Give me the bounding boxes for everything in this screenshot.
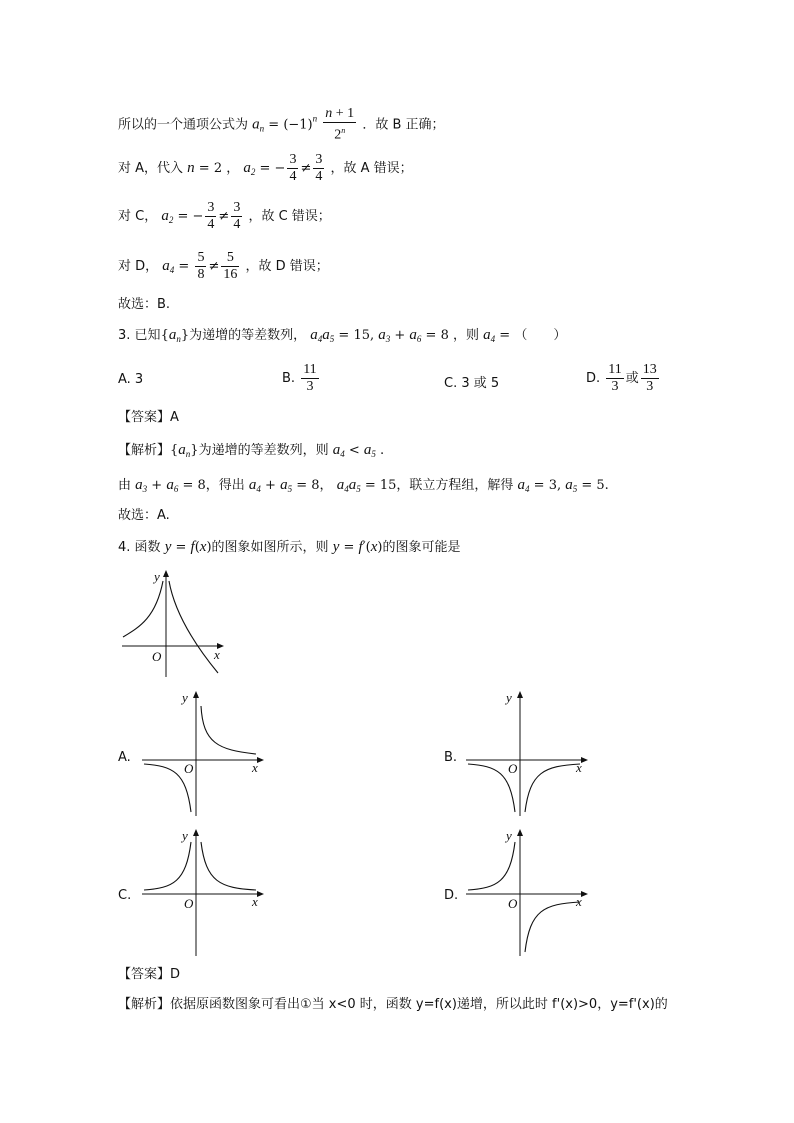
svg-text:O: O [152,649,162,664]
question-number: 3. [118,328,131,343]
fraction: $\frac{11}{3}$ [608,362,622,394]
svg-text:x: x [252,894,258,909]
choose-a: 故选：A. [118,508,170,523]
option-label-c: C. [118,888,132,903]
answer-3: 【答案】A [118,410,179,425]
graph-option-a [138,688,268,818]
graph-option-b [462,688,592,818]
text: ．故 B 正确； [362,117,445,133]
line-option-a-check: 对 A，代入 n = 2 ， $a_2$ = − $\frac{3}{4}$ ≠ $\frac{3}{4}$ ，故 A 错误； [118,152,413,184]
svg-text:O: O [508,896,518,911]
fraction: $\frac{3}{4}$ [315,152,323,184]
svg-text:y: y [506,690,512,705]
option-c: C. 3 或 5 [444,376,500,391]
answer-4: 【答案】D [118,967,181,982]
svg-text:O: O [184,761,194,776]
svg-text:O: O [508,761,518,776]
svg-text:y: y [506,828,512,843]
answer-blank: （ ） [514,328,567,343]
svg-text:x: x [252,760,258,775]
choose-b: 故选：B. [118,297,171,312]
question-4: 4. 函数 y = f(x)的图象如图所示，则 y = f′(x)的图象可能是 [118,539,461,555]
svg-text:x: x [576,894,582,909]
line-option-c-check: 对 C， $a_2$ = − $\frac{3}{4}$ ≠ $\frac{3}{4}$ ，故 C 错误； [118,200,331,232]
analysis-3: 【解析】$\{a_n\}$为递增的等差数列，则 $a_4 < a_5$ . [118,442,385,459]
graph-option-d [462,826,592,958]
text: ，则 [452,328,479,343]
option-b: B. $\frac{11}{3}$ [282,362,317,394]
text: 对 A，代入 [118,161,184,176]
original-graph [118,565,228,680]
fraction: $\frac{11}{3}$ [303,362,317,394]
graph-option-c [138,826,268,958]
svg-text:y: y [182,828,188,843]
option-d: D. $\frac{11}{3}$ 或 $\frac{13}{3}$ [586,362,657,394]
option-label-d: D. [444,888,459,903]
question-3: 3. 已知$\{a_n\}$为递增的等差数列， $a_4a_5 = 15$, $a_3 + a_6 = 8$ ，则 $a_4$ = （ ） [118,327,567,344]
option-a: A. 3 [118,372,144,387]
math: a [252,116,260,133]
fraction: $\frac{5}{8}$ [197,250,205,282]
text: 已知 [134,328,161,343]
fraction: $\frac{3}{4}$ [233,200,241,232]
text: 对 D， [118,259,159,274]
text: ，故 A 错误； [330,161,413,176]
svg-text:x: x [214,647,220,662]
line-general-term: 所以的一个通项公式为 $a_n = (-1)^n$ $\frac{n + 1}{2^n}$ ．故 B 正确； [118,106,445,143]
fraction: $\frac{3}{4}$ [207,200,215,232]
svg-text:y: y [182,690,188,705]
fraction: $\frac{n + 1}{2^n}$ [325,106,355,143]
analysis-4: 【解析】依据原函数图象可看出①当 x<0 时，函数 y=f(x)递增，所以此时 f'(x)>0，y=f'(x)的 [118,997,668,1012]
svg-text:O: O [184,896,194,911]
analysis-3-line2: 由 $a_3 + a_6 = 8$，得出 $a_4 + a_5 = 8$， $a_4a_5 = 15$，联立方程组，解得 $a_4 = 3$, $a_5 = 5$. [118,477,609,494]
fraction: $\frac{5}{16}$ [223,250,238,282]
text: ，故 D 错误； [245,259,329,274]
option-label-a: A. [118,750,131,765]
svg-text:y: y [154,569,160,584]
text: 所以的一个通项公式为 [118,117,249,133]
fraction: $\frac{3}{4}$ [289,152,297,184]
text: ，故 C 错误； [248,209,331,224]
text: 对 C， [118,209,158,224]
text: 为递增的等差数列， [189,328,307,343]
fraction: $\frac{13}{3}$ [642,362,657,394]
svg-text:x: x [576,760,582,775]
option-label-b: B. [444,750,458,765]
line-option-d-check: 对 D， $a_4$ = $\frac{5}{8}$ ≠ $\frac{5}{16}$ ，故 D 错误； [118,250,329,282]
